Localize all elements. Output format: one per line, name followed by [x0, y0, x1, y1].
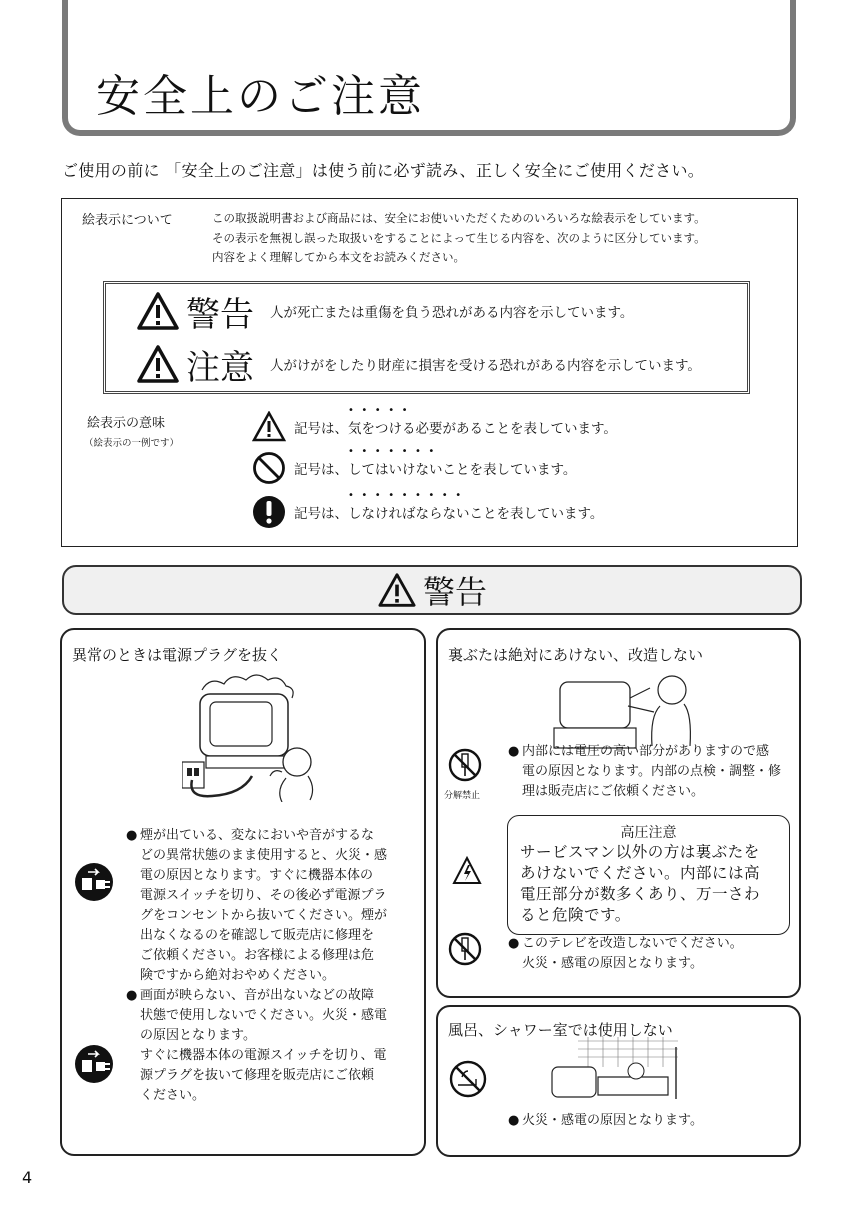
notice-body: サービスマン以外の方は裏ぶたを あけないでください。内部には高 電圧部分が数多くあり、万一さわ ると危険です。 — [520, 843, 761, 924]
warning-triangle-icon — [377, 572, 417, 608]
disassembly-caption: 分解禁止 — [444, 791, 481, 801]
bullet-dot: ● — [126, 828, 138, 843]
bathroom-tv-illustration — [548, 1037, 688, 1105]
meaning-sub: （絵表示の一例です） — [84, 438, 180, 449]
legend-label: 絵表示について — [82, 213, 173, 228]
bullet-dot: ● — [508, 744, 520, 759]
bullet-dot: ● — [508, 936, 520, 951]
panel-bathroom — [436, 1005, 801, 1157]
panel-unplug — [60, 628, 426, 1156]
no-modification-icon — [448, 932, 482, 966]
level-warning — [136, 286, 633, 336]
page-number: 4 — [22, 1168, 33, 1187]
panel-title: 裏ぶたは絶対にあけない、改造しない — [448, 646, 704, 664]
legend-line: 内容をよく理解してから本文をお読みください。 — [212, 250, 465, 264]
bullet-abnormal: ● 煙が出ている、変なにおいや音がするな どの異常状態のまま使用すると、火災・感 電の原因となります。すぐに機器本体の 電源スイッチを切り、その後必ず電源プラ グをコンセントから抜いてください。煙が 出なくなるのを確認して販売店に修理を ご依頼ください。お客様による修理は危 険ですから絶対おやめください。 ● 画面が映らない、音が出ないなどの故障 状態で使用しないでください。火災・感電 の原因となります。 すぐに機器本体の電源スイッチを切り、電 源プラグを抜いて修理を販売店にご依頼 ください。 — [126, 828, 388, 1103]
symbol-row-mandatory — [252, 490, 604, 529]
symbol-prefix: 記号は、 — [294, 421, 348, 437]
high-voltage-notice — [507, 815, 790, 935]
warning-banner — [62, 565, 802, 615]
no-disassembly-icon — [448, 748, 482, 782]
level-caution — [136, 339, 701, 389]
page-title: 安全上のご注意 — [96, 71, 425, 122]
emphasis-dots: ••••• — [348, 405, 415, 416]
bullet-bathroom: ● 火災・感電の原因となります。 — [508, 1111, 703, 1131]
symbol-suffix: ことを表しています。 — [442, 462, 577, 478]
banner-label: 警告 — [422, 573, 487, 611]
warning-triangle-icon — [252, 411, 286, 443]
symbol-emphasis: 気をつける — [348, 421, 416, 437]
bullet-dot: ● — [126, 988, 138, 1003]
symbol-prefix: 記号は、 — [294, 462, 348, 478]
emphasis-dots: ••••••••• — [348, 490, 469, 501]
emphasis-dots: ••••••• — [348, 446, 442, 457]
hazard-levels — [103, 281, 750, 394]
level-term: 注意 — [186, 347, 254, 388]
unplug-icon — [74, 1044, 114, 1084]
electric-shock-icon — [452, 856, 482, 886]
symbol-emphasis: しなければならない — [348, 506, 470, 522]
bullet-high-voltage: ● 内部には電圧の高い部分がありますので感 電の原因となります。内部の点検・調整・修 理は販売店にご依頼ください。 — [508, 744, 781, 799]
symbol-row-prohibited — [252, 446, 577, 485]
pictogram-legend — [61, 198, 798, 547]
level-term: 警告 — [186, 294, 254, 335]
warning-triangle-icon — [136, 291, 180, 331]
legend-text — [212, 209, 792, 268]
symbol-suffix: ことを表しています。 — [469, 506, 604, 522]
mandatory-icon — [252, 495, 286, 529]
prohibited-icon — [252, 451, 286, 485]
symbol-emphasis: してはいけない — [348, 462, 443, 478]
meaning-label: 絵表示の意味 — [87, 416, 166, 431]
bullet-no-modify: ● このテレビを改造しないでください。 火災・感電の原因となります。 — [508, 936, 743, 971]
unplug-icon — [74, 862, 114, 902]
symbol-suffix: 必要があることを表しています。 — [415, 421, 617, 437]
symbol-row-caution — [252, 405, 617, 443]
warning-triangle-icon — [136, 344, 180, 384]
child-opening-tv-illustration — [550, 668, 700, 750]
panel-title: 風呂、シャワー室では使用しない — [448, 1021, 673, 1039]
symbol-prefix: 記号は、 — [294, 506, 348, 522]
smoking-tv-illustration — [182, 672, 332, 802]
panel-title: 異常のときは電源プラグを抜く — [72, 646, 283, 664]
no-water-icon — [448, 1059, 488, 1099]
panel-back-cover — [436, 628, 801, 998]
bullet-dot: ● — [508, 1113, 520, 1128]
legend-line: この取扱説明書および商品には、安全にお使いいただくためのいろいろな絵表示をしています。 — [212, 211, 706, 225]
notice-title: 高圧注意 — [620, 825, 677, 841]
level-desc: 人がけがをしたり財産に損害を受ける恐れがある内容を示しています。 — [270, 358, 701, 374]
legend-line: その表示を無視し誤った取扱いをすることによって生じる内容を、次のように区分しています。 — [212, 230, 706, 245]
level-desc: 人が死亡または重傷を負う恐れがある内容を示しています。 — [270, 305, 634, 321]
intro-text: ご使用の前に 「安全上のご注意」は使う前に必ず読み、正しく安全にご使用ください。 — [62, 161, 705, 180]
